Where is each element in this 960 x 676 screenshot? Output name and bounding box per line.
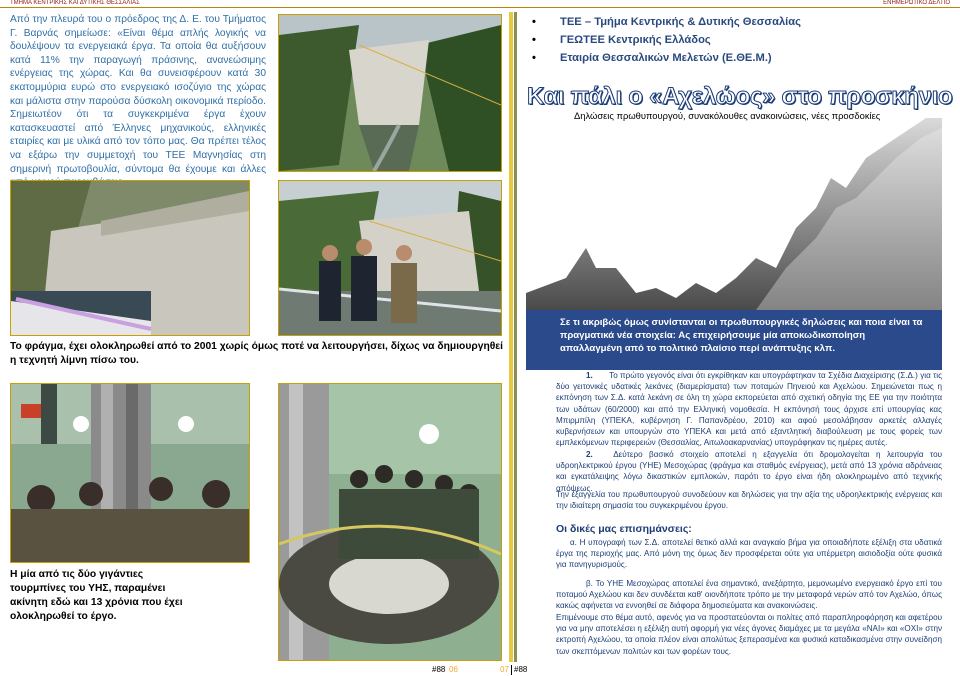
section-heading: Οι δικές μας επισημάνσεις: [556, 523, 692, 535]
article-title: Και πάλι ο «Αχελώος» στο προσκήνιο [527, 83, 953, 110]
highlight-box [526, 310, 942, 370]
left-page-number: 06 [449, 665, 458, 674]
right-issue-number: #88 [514, 665, 528, 674]
footer-divider [511, 665, 512, 675]
organization-item: • Εταιρία Θεσσαλικών Μελετών (Ε.ΘΕ.Μ.) [530, 49, 801, 67]
paragraph-2b: Την εξαγγελία του πρωθυπουργού συνοδεύουν και δηλώσεις για την αξία της υδροηλεκτρικής ενέργειας και την ιδιαίτερη σημασία του συγκεκριμένου έργου. [556, 490, 942, 511]
dam-face-photo [10, 180, 250, 336]
turbine-shaft-photo [278, 383, 502, 661]
paragraph-2-number: 2. [586, 450, 593, 459]
turbine-caption: Η μία από τις δύο γιγάντιες τουρμπίνες του ΥΗΣ, παραμένει ακίνητη εδώ και 13 χρόνια που έχει ολοκληρωθεί το έργο. [10, 569, 183, 622]
officials-at-dam-photo [278, 180, 502, 336]
dam-valley-photo [278, 14, 502, 172]
gold-divider-bar [509, 12, 513, 662]
right-page-number: 07 [500, 665, 509, 674]
turbine-hall-photo [10, 383, 250, 563]
paragraph-c: Επιμένουμε στο θέμα αυτό, αφενός για να προστατεύονται οι πολίτες από παραπληροφόρηση και αφετέρου για να μην αποτελέσει η εξέλιξη αυτή αφορμή για νέες άγονες διαμάχες με τα μεγάλα «ΝΑΙ» και «ΟΧΙ» στην εκτροπή Αχελώου, τα οποία πλέον είναι απολύτως ξεπερασμένα και φυσικά καταδικασμένα στην συνείδηση των σκεπτόμενων πολιτών και των φορέων τους. [556, 613, 942, 656]
mountain-silhouette-banner [526, 118, 942, 310]
paragraph-b: β. Το ΥΗΕ Μεσοχώρας αποτελεί ένα σημαντικό, ανεξάρτητο, μεμονωμένο ενεργειακό έργο επί του ποταμού Αχελώου και δεν συνδέεται καθ' οιονδήποτε τρόπο με την μεταφορά νερών από τον Αχελώο, όπως κακώς αφήνεται να εννοηθεί σε διάφορα δημοσιεύματα και ανακοινώσεις. [556, 579, 942, 611]
left-column-text: Από την πλευρά του ο πρόεδρος της Δ. Ε. του Τμήματος Γ. Βαρνάς σημείωσε: «Είναι θέμα απλής λογικής να δουλέψουν τα ενεργειακά έργα. Τα οποία θα αυξήσουν κατά 11% την παραγωγή πράσινης, ανανεώσιμης ενέργειας της χώρας. Και θα συνεισφέρουν κατά 30 εκατομμύρια ευρώ στο ενεργειακό ισοζύγιο της χώρας και μάλιστα στην παρούσα δύσκολη οικονομικά περίοδο. Σημειωτέον ότι τα συγκεκριμένα έργα έχουν κατασκευαστεί από Έλληνες μηχανικούς, ελληνικές εταιρίες και με υλικά από τον τόπο μας. Θα πρέπει τέλος να εξάρω την συμμετοχή του ΤΕΕ Μαγνησίας στη σημερινή πρωτοβουλία, σύντομα θα έχουμε και άλλες [10, 14, 266, 175]
dam-caption: Το φράγμα, έχει ολοκληρωθεί από το 2001 χωρίς όμως ποτέ να λειτουργήσει, δίχως να δημιουργηθεί η τεχνητή λίμνη πίσω του. [10, 341, 504, 366]
paragraph-1-number: 1. [586, 371, 593, 380]
olive-divider-bar [514, 12, 517, 662]
paragraph-1-text: Το πρώτο γεγονός είναι ότι εγκρίθηκαν και υπογράφτηκαν τα Σχέδια Διαχείρισης (Σ.Δ.) για τις δύο γειτονικές υδατικές λεκάνες (διαμερίσματα) των ποταμών Πηνειού και Αχελώου. Σημειώνεται πως η εκπόνηση των Σ.Δ. κατά λεκάνη σε όλη τη χώρα εκπορεύεται από σχετική οδηγία της ΕΕ για την ποιότητα των υδάτων (60/2000) και από την Ελληνική νομοθεσία. Η εκπόνησή τους άρχισε επί υπουργίας κας Μπιρμπίλη (ΥΠΕΚΑ, κυβέρνηση Γ. Παπανδρέου, 2010) και αφού μεσολάβησαν αρκετές αλλαγές κυβερνήσεων και υπουργών στο ΥΠΕΚΑ και μετά από εξαντλητική διαβούλευση με τους φορείς των εμπλεκόμενων περιφερειών (Θεσσαλίας, Αιτωλοακαρνανίας) υπογράφηκαν τις ημέρες αυτές. [556, 371, 943, 448]
highlight-text: Σε τι ακριβώς όμως συνίστανται οι πρωθυπουργικές δηλώσεις και ποια είναι τα πραγματικά νέα στοιχεία: Ας επιχειρήσουμε μία αποκωδικοποίηση απαλλαγμένη από το πολιτικό πλαίσιο περί ανάπτυξης κλπ. [560, 317, 923, 354]
header-rule [0, 7, 960, 8]
header-right: ΕΝΗΜΕΡΩΤΙΚΟ ΔΕΛΤΙΟ [883, 0, 950, 6]
left-issue-number: #88 [432, 665, 446, 674]
organization-item: • ΓΕΩΤΕΕ Κεντρικής Ελλάδος [530, 31, 801, 49]
article-subtitle: Δηλώσεις πρωθυπουργού, συνακόλουθες ανακοινώσεις, νέες προσδοκίες [574, 110, 881, 121]
header-left: ΤΜΗΜΑ ΚΕΝΤΡΙΚΗΣ ΚΑΙ ΔΥΤΙΚΗΣ ΘΕΣΣΑΛΙΑΣ [10, 0, 140, 6]
paragraph-2 [556, 449, 942, 494]
paragraph-2-text: Δεύτερο βασικό στοιχείο αποτελεί η εξαγγελία ότι δρομολογείται η λειτουργία του υδροηλεκτρικού έργου (ΥΗΕ) Μεσοχώρας (φράγμα και σταθμός ενέργειας), μετά από 13 χρόνια αδράνειας και εγκατάλειψης λόγω δικαστικών εμπλοκών, παρότι το έργο είναι ήδη ολοκληρωμένο από τεχνικής απόψεως. [556, 450, 943, 493]
paragraph-a: α. Η υπογραφή των Σ.Δ. αποτελεί θετικό αλλά και αναγκαίο βήμα για οποιαδήποτε εξέλιξη στα υδατικά έργα της περιοχής μας. Από μόνη της όμως δεν προσφέρεται ούτε για υπέρμετρη αισιοδοξία ούτε φυσικά για πανηγυρισμούς. [556, 538, 942, 570]
organization-item: • ΤΕΕ – Τμήμα Κεντρικής & Δυτικής Θεσσαλίας [530, 13, 801, 31]
paragraph-1 [556, 370, 942, 448]
organizations-list [530, 13, 801, 67]
